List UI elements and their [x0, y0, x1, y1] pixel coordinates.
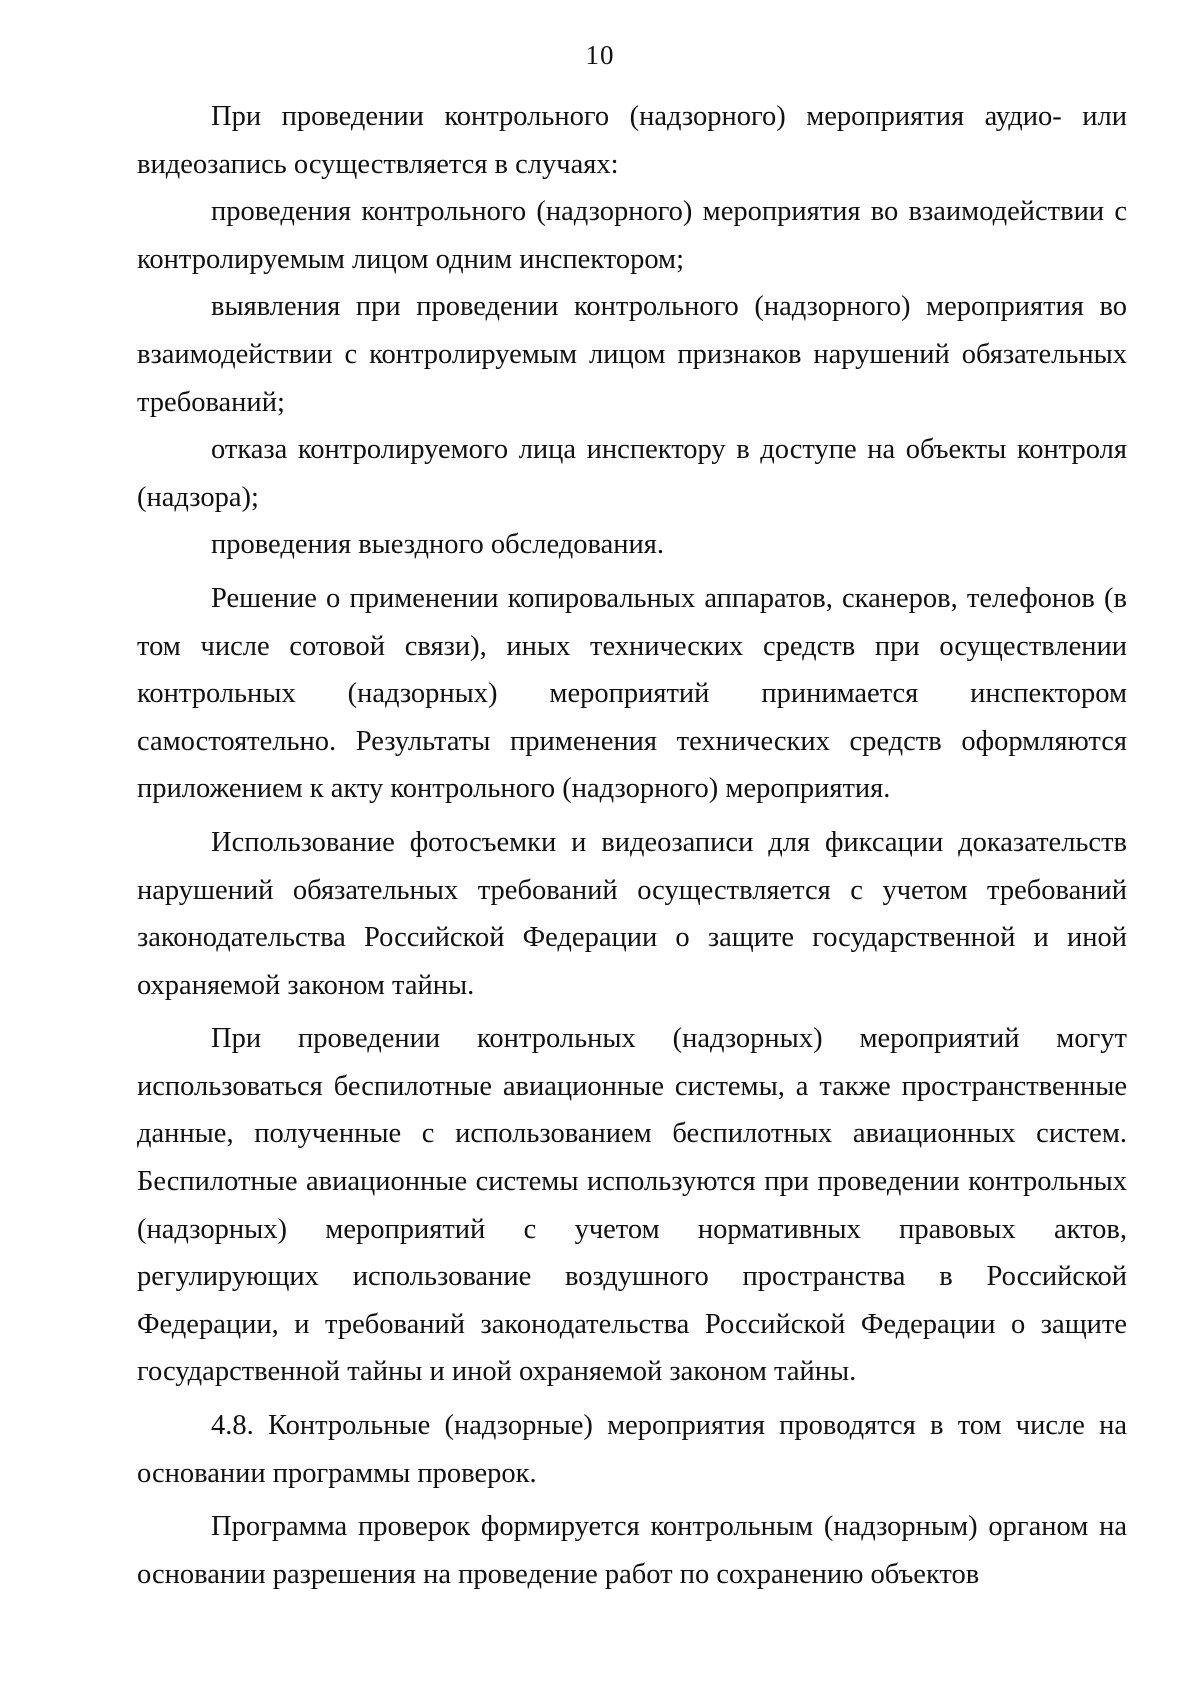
- paragraph-access-refusal: отказа контролируемого лица инспектору в доступе на объекты контроля (надзора);: [137, 434, 1127, 513]
- page-number: 10: [585, 40, 615, 70]
- document-body: [137, 93, 1127, 1598]
- paragraph-drones: При проведении контрольных (надзорных) мероприятий могут использоваться беспилотные авиационные системы, а также пространственные данные, полученные с использованием беспилотных авиационных систем. Беспилотные авиационные системы используются при проведении контрольных (надзорных) мероприятий с учетом нормативных правовых актов, регулирующих использование воздушного пространства в Российской Федерации, и требований законодательства Российской Федерации о защите государственной тайны и иной охраняемой законом тайны.: [137, 1023, 1127, 1388]
- paragraph-recording-cases: При проведении контрольного (надзорного) мероприятия аудио- или видеозапись осуществляется в случаях:: [137, 101, 1127, 180]
- paragraph-violation-signs: выявления при проведении контрольного (надзорного) мероприятия во взаимодействии с контролируемым лицом признаков нарушений обязательных требований;: [137, 291, 1127, 418]
- paragraph-field-survey: проведения выездного обследования.: [211, 529, 665, 561]
- paragraph-technical-means: Решение о применении копировальных аппаратов, сканеров, телефонов (в том числе сотовой связи), иных технических средств при осуществлении контрольных (надзорных) мероприятий принимается инспектором самостоятельно. Результаты применения технических средств оформляются приложением к акту контрольного (надзорного) мероприятия.: [137, 582, 1127, 805]
- paragraph-single-inspector: проведения контрольного (надзорного) мероприятия во взаимодействии с контролируемым лицом одним инспектором;: [137, 196, 1127, 275]
- paragraph-inspection-program: Программа проверок формируется контрольным (надзорным) органом на основании разрешения на проведение работ по сохранению объектов: [137, 1511, 1127, 1590]
- paragraph-photo-video: Использование фотосъемки и видеозаписи для фиксации доказательств нарушений обязательных требований осуществляется с учетом требований законодательства Российской Федерации о защите государственной и иной охраняемой законом тайны.: [137, 826, 1127, 1001]
- paragraph-section-4-8: 4.8. Контрольные (надзорные) мероприятия проводятся в том числе на основании программы проверок.: [137, 1410, 1127, 1489]
